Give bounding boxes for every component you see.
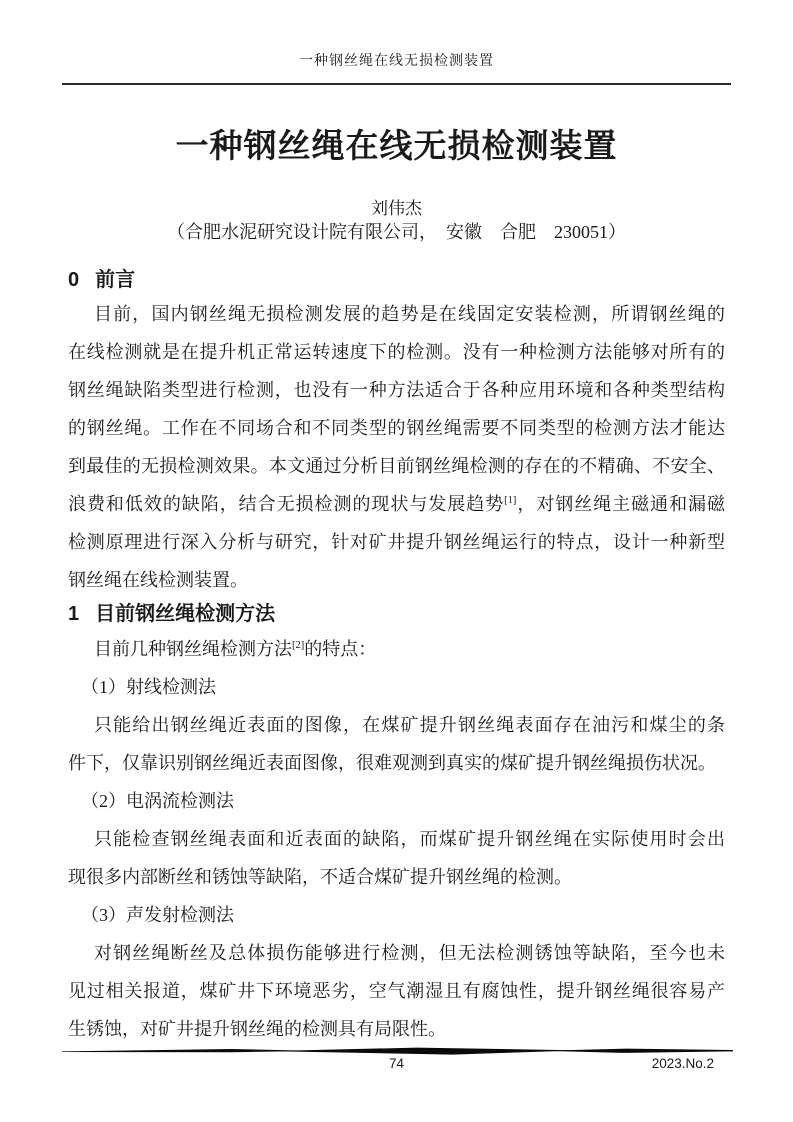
page-number: 74 (388, 1056, 405, 1071)
body-line: 在线检测就是在提升机正常运转速度下的检测。没有一种检测方法能够对所有的 (68, 342, 725, 362)
body-line: 件下，仅靠识别钢丝绳近表面图像，很难观测到真实的煤矿提升钢丝绳损伤状况。 (68, 753, 716, 773)
list-item-2-label: （2）电涡流检测法 (81, 791, 234, 811)
section-1-number: 1 (68, 603, 80, 625)
author-affiliation: （合肥水泥研究设计院有限公司， 安徽 合肥 230051） (167, 222, 626, 242)
body-line: 钢丝绳在线检测装置。 (68, 570, 248, 590)
list-item-3-label: （3）声发射检测法 (81, 905, 234, 925)
body-text: 浪费和低效的缺陷，结合无损检测的现状与发展趋势 (68, 494, 505, 514)
body-line: 的钢丝绳。工作在不同场合和不同类型的钢丝绳需要不同类型的检测方法才能达 (68, 418, 725, 438)
section-1-title: 目前钢丝绳检测方法 (95, 603, 276, 625)
footnote-ref-1: [1] (504, 495, 517, 506)
paragraph-methods (68, 630, 725, 1048)
section-0-number: 0 (68, 269, 80, 291)
body-text: 目前几种钢丝绳检测方法 (94, 639, 292, 659)
body-line (68, 485, 725, 523)
body-line: 检测原理进行深入分析与研究，针对矿井提升钢丝绳运行的特点，设计一种新型 (68, 532, 725, 552)
article-body (68, 265, 725, 1048)
article-title: 一种钢丝绳在线无损检测装置 (175, 127, 618, 164)
page-header (62, 0, 731, 85)
body-line: 到最佳的无损检测效果。本文通过分析目前钢丝绳检测的存在的不精确、不安全、 (68, 456, 725, 476)
list-item-1-label: （1）射线检测法 (81, 677, 216, 697)
paragraph-preface (68, 295, 725, 599)
footnote-ref-2: [2] (292, 640, 305, 651)
body-line: 生锈蚀，对矿井提升钢丝绳的检测具有局限性。 (68, 1019, 446, 1039)
author-name: 刘伟杰 (371, 199, 422, 218)
issue-number: 2023.No.2 (651, 1056, 714, 1071)
body-text: 的特点： (304, 639, 377, 659)
body-line: 钢丝绳缺陷类型进行检测，也没有一种方法适合于各种应用环境和各种类型结构 (68, 380, 725, 400)
section-1-heading (68, 599, 725, 630)
body-line: 现很多内部断丝和锈蚀等缺陷，不适合煤矿提升钢丝绳的检测。 (68, 867, 572, 887)
section-0-title: 前言 (95, 269, 136, 291)
running-title: 一种钢丝绳在线无损检测装置 (299, 54, 494, 69)
body-text: ，对钢丝绳主磁通和漏磁 (516, 494, 726, 514)
body-line: 只能给出钢丝绳近表面的图像，在煤矿提升钢丝绳表面存在油污和煤尘的条 (94, 715, 725, 735)
body-line: 只能检查钢丝绳表面和近表面的缺陷，而煤矿提升钢丝绳在实际使用时会出 (94, 829, 725, 849)
body-line: 见过相关报道，煤矿井下环境恶劣，空气潮湿且有腐蚀性，提升钢丝绳很容易产 (68, 981, 725, 1001)
body-line: 目前，国内钢丝绳无损检测发展的趋势是在线固定安装检测，所谓钢丝绳的 (94, 304, 725, 324)
section-0-heading (68, 265, 725, 295)
body-line: 对钢丝绳断丝及总体损伤能够进行检测，但无法检测锈蚀等缺陷，至今也未 (94, 943, 725, 963)
body-line (68, 630, 725, 668)
